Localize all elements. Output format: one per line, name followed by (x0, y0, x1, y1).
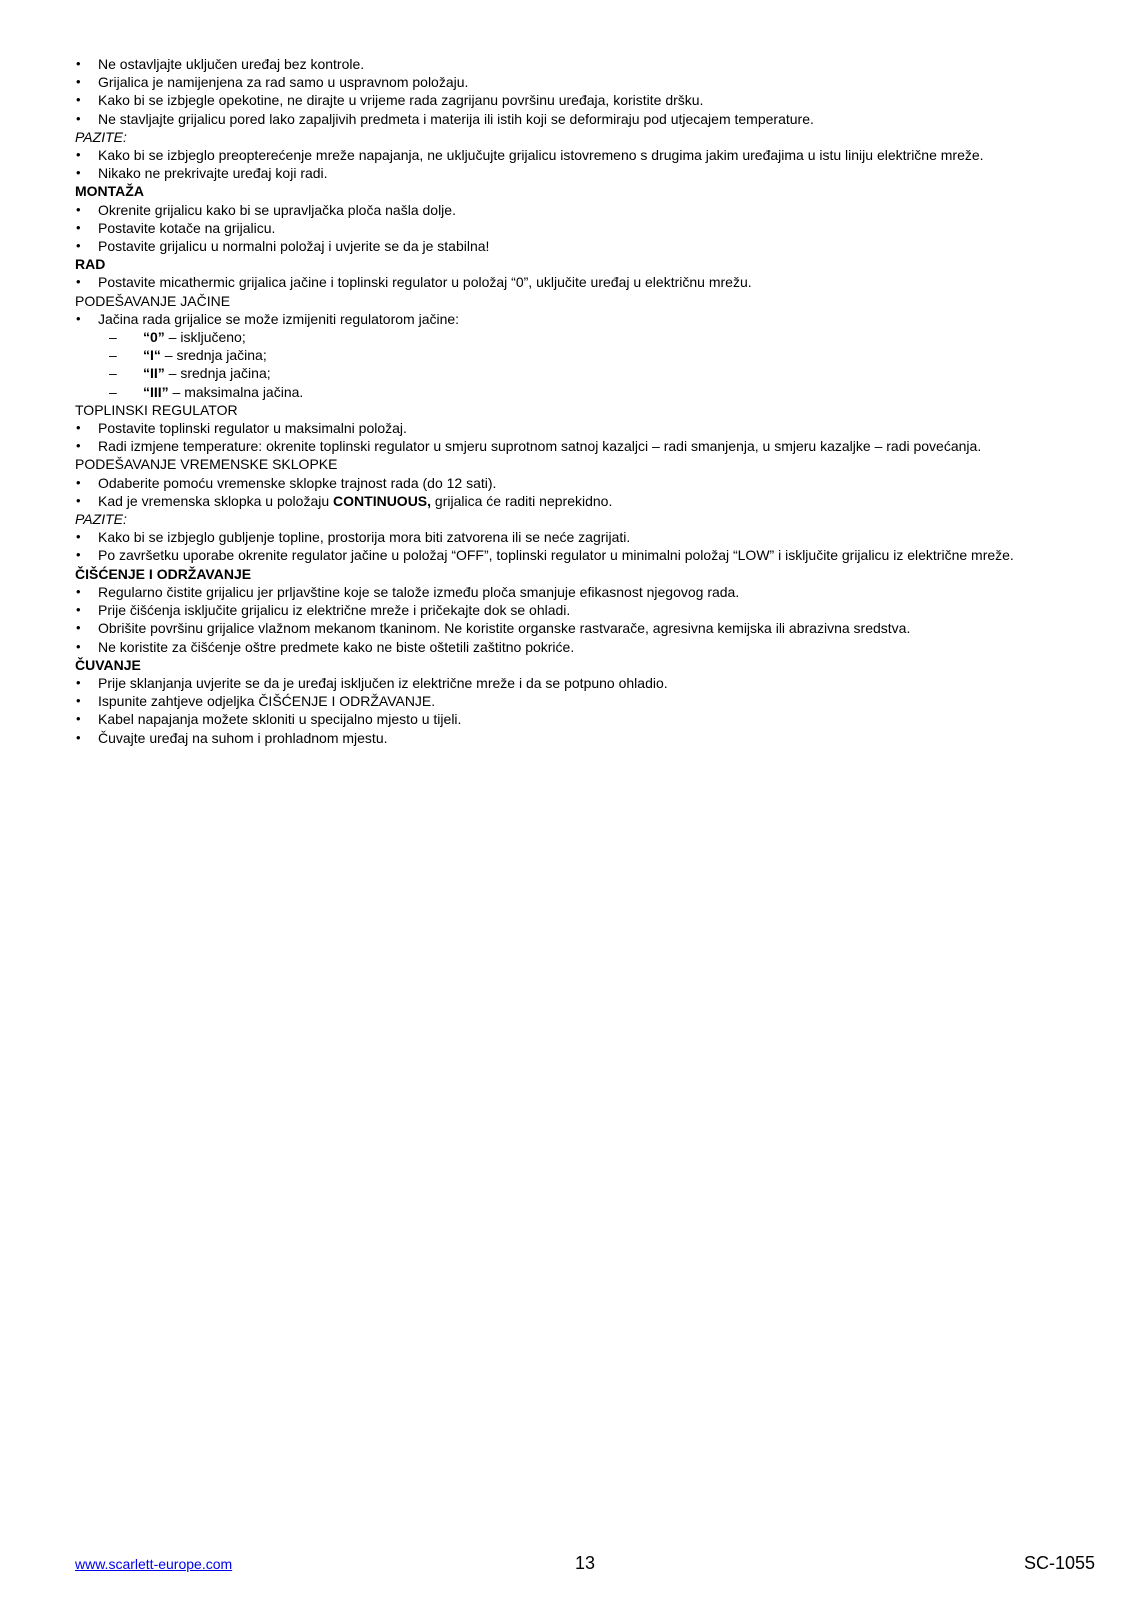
power-level-item (75, 364, 1105, 382)
list-item: • Prije čišćenja isključite grijalicu iz električne mreže i pričekajte dok se ohladi. (75, 601, 1105, 619)
section-heading-ciscenje: ČIŠĆENJE I ODRŽAVANJE (75, 565, 252, 582)
list-item: • Kako bi se izbjeglo gubljenje topline, prostorija mora biti zatvorena ili se neće zagrijati. (75, 528, 1105, 546)
power-level-key: “0” (143, 329, 165, 346)
power-level-text: – maksimalna jačina. (168, 383, 304, 400)
list-item: • Ispunite zahtjeve odjeljka ČIŠĆENJE I ODRŽAVANJE. (75, 692, 1105, 710)
power-level-key: “III” (143, 383, 169, 400)
list-item: • Nikako ne prekrivajte uređaj koji radi. (75, 164, 1105, 182)
list-item: • Radi izmjene temperature: okrenite toplinski regulator u smjeru suprotnom satnoj kazaljci – radi smanjenja, u smjeru kazaljke – radi povećanja. (75, 437, 1105, 455)
power-level-text: – srednja jačina; (160, 347, 267, 364)
list-item: • Obrišite površinu grijalice vlažnom mekanom tkaninom. Ne koristite organske rastvarače, agresivna kemijska ili abrazivna sredstva. (75, 619, 1105, 637)
power-level-key: “I“ (143, 347, 161, 364)
warning-heading: PAZITE: (75, 511, 127, 528)
document-body (75, 55, 1105, 747)
website-link[interactable]: www.scarlett-europe.com (75, 1556, 233, 1572)
power-level-key: “II” (143, 365, 165, 382)
power-level-text: – srednja jačina; (164, 365, 271, 382)
list-item: • Kako bi se izbjeglo preopterećenje mreže napajanja, ne uključujte grijalicu istovremeno s drugima jakim uređajima u istu liniju električne mreže. (75, 146, 1105, 164)
list-item: • Kako bi se izbjegle opekotine, ne dirajte u vrijeme rada zagrijanu površinu uređaja, koristite dršku. (75, 91, 1105, 109)
dash-marker: – (109, 347, 117, 364)
subheading-vremenske-sklopke: PODEŠAVANJE VREMENSKE SKLOPKE (75, 456, 338, 473)
list-item: • Okrenite grijalicu kako bi se upravljačka ploča našla dolje. (75, 201, 1105, 219)
text-segment: Kad je vremenska sklopka u položaju (98, 492, 334, 509)
dash-marker: – (109, 383, 117, 400)
list-item: • Postavite toplinski regulator u maksimalni položaj. (75, 419, 1105, 437)
dash-marker: – (109, 365, 117, 382)
list-item: • Odaberite pomoću vremenske sklopke trajnost rada (do 12 sati). (75, 474, 1105, 492)
section-heading-rad: RAD (75, 256, 106, 273)
text-segment: grijalica će raditi neprekidno. (431, 492, 613, 509)
model-number: SC-1055 (1023, 1553, 1095, 1573)
section-heading-montaza: MONTAŽA (75, 183, 144, 200)
list-item: • Postavite kotače na grijalicu. (75, 219, 1105, 237)
list-item: • Postavite grijalicu u normalni položaj i uvjerite se da je stabilna! (75, 237, 1105, 255)
list-item: • Grijalica je namijenjena za rad samo u uspravnom položaju. (75, 73, 1105, 91)
list-item: • Čuvajte uređaj na suhom i prohladnom mjestu. (75, 729, 1105, 747)
list-item: • Postavite micathermic grijalica jačine i toplinski regulator u položaj “0”, uključite uređaj u električnu mrežu. (75, 273, 1105, 291)
list-item: • Regularno čistite grijalicu jer prljavštine koje se talože između ploča smanjuje efikasnost njegovog rada. (75, 583, 1105, 601)
dash-marker: – (109, 329, 117, 346)
power-level-text: – isključeno; (164, 329, 246, 346)
list-item: • Ne stavljajte grijalicu pored lako zapaljivih predmeta i materija ili istih koji se deformiraju pod utjecajem temperature. (75, 110, 1105, 128)
power-level-item (75, 346, 1105, 364)
power-level-item (75, 383, 1105, 401)
list-item: • Ne koristite za čišćenje oštre predmete kako ne biste oštetili zaštitno pokriće. (75, 638, 1105, 656)
continuous-label: CONTINUOUS, (333, 492, 432, 509)
list-item: • Prije sklanjanja uvjerite se da je uređaj isključen iz električne mreže i da se potpuno ohladio. (75, 674, 1105, 692)
list-item: • Po završetku uporabe okrenite regulator jačine u položaj “OFF”, toplinski regulator u minimalni položaj “LOW” i isključite grijalicu iz električne mreže. (75, 546, 1105, 564)
subheading-toplinski-regulator: TOPLINSKI REGULATOR (75, 401, 238, 418)
section-heading-cuvanje: ČUVANJE (75, 656, 141, 673)
subheading-podesavanje-jacine: PODEŠAVANJE JAČINE (75, 292, 231, 309)
list-item: • Ne ostavljajte uključen uređaj bez kontrole. (75, 55, 1105, 73)
power-level-item (75, 328, 1105, 346)
page-number: 13 (575, 1553, 596, 1573)
list-item: • Jačina rada grijalice se može izmijeniti regulatorom jačine: (75, 310, 1105, 328)
page-footer (75, 1553, 1095, 1575)
list-item: • Kabel napajanja možete skloniti u specijalno mjesto u tijeli. (75, 710, 1105, 728)
list-item (75, 492, 1105, 510)
warning-heading: PAZITE: (75, 128, 127, 145)
